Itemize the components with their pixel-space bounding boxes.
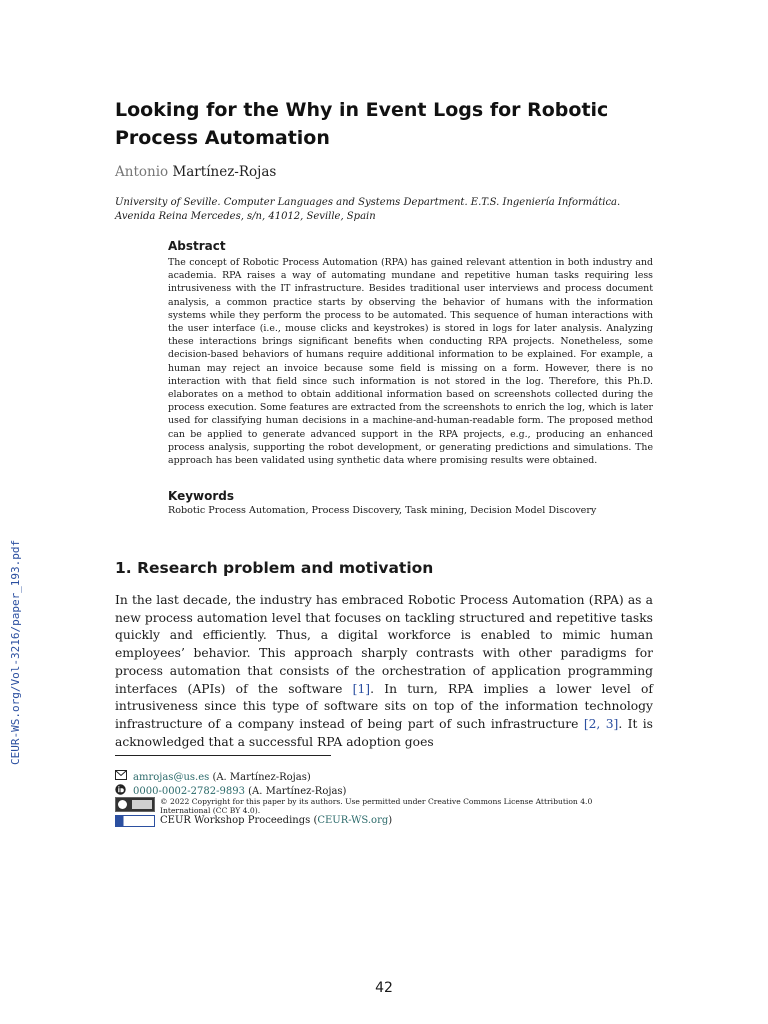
page-number: 42 [375,980,393,996]
section-title: Research problem and motivation [137,559,434,577]
affiliation: University of Seville. Computer Languages and Systems Department. E.T.S. Ingeniería Informática. Avenida Reina Mercedes, s/n, 41012, Seville, Spain [115,197,621,222]
ceur-paren-close: ) [388,815,393,826]
abstract-text: The concept of Robotic Process Automation (RPA) has gained relevant attention in both industry and academia. RPA raises a way of automating mundane and repetitive human tasks requiring less intrusiveness with the IT infrastructure. Besides traditional user interviews and process document analysis, a common practice starts by observing the behavior of humans with the information systems while they perform the process to be automated. This sequence of human interactions with the user interface (i.e., mouse clicks and keystrokes) is stored in logs for later analysis. Analyzing these interactions brings significant benefits when conducting RPA projects. Nonetheless, some decision-based behaviors of humans require additional information to be explained. For example, a human may reject an invoice because some field is missing on a form. However, there is no interaction with that field since such information is not stored in the log. Therefore, this Ph.D. elaborates on a method to obtain additional information based on screenshots collected during the process execution. Some features are extracted from the screenshots to enrich the log, which is later used for classifying human decisions in a machine-and-human-readable form. The proposed method can be applied to generate advanced support in the RPA projects, e.g., producing an enhanced process analysis, supporting the robot development, or generating predictions and simulations. The approach has been validated using synthetic data where promising results were obtained. [168,257,653,467]
body-text-2: . In turn, RPA implies a lower level of intrusiveness since this type of software sits on top of the information technology infrastructure of a company instead of being part of such infrastructure [115,681,653,731]
footnote-rule [115,755,331,756]
orcid-owner: (A. Martínez-Rojas) [248,786,347,797]
citation-link[interactable]: [1] [352,681,371,696]
footnote-license [115,797,630,815]
footnote-email [115,770,311,784]
keywords-heading: Keywords [168,489,235,503]
ceur-link[interactable]: CEUR-WS.org [317,815,389,826]
license-text: © 2022 Copyright for this paper by its authors. Use permitted under Creative Commons License Attribution 4.0 International (CC BY 4.0). [160,797,593,815]
ceur-paren-open: ( [313,815,318,826]
orcid-link[interactable]: 0000-0002-2782-9893 [133,786,245,797]
section-heading [115,559,433,577]
email-owner: (A. Martínez-Rojas) [212,771,311,783]
ceur-logo [115,815,155,827]
footnote-ceur [115,814,392,827]
author-given-name: Antonio [115,164,169,180]
citation-link[interactable]: [2, 3] [583,716,619,731]
section-number: 1. [115,559,132,577]
body-text-1: In the last decade, the industry has embraced Robotic Process Automation (RPA) as a new process automation level that focuses on tackling structured and repetitive tasks quickly and efficiently. Thus, a digital workforce is enabled to mimic human employees’ behavior. This approach sharply contrasts with other paradigms for process automation that consists of the orchestration of application programming interfaces (APIs) of the software [115,593,653,696]
body-text-3: . It is acknowledged that a successful RPA adoption goes [115,716,653,749]
side-url[interactable] [10,520,26,765]
ceur-text: CEUR Workshop Proceedings [160,815,311,826]
paper-title: Looking for the Why in Event Logs for Robotic Process Automation [115,99,609,149]
email-link[interactable]: amrojas@us.es [133,771,210,783]
side-url-text[interactable]: CEUR-WS.org/Vol-3216/paper_193.pdf [9,539,22,765]
author-family-name: Martínez-Rojas [172,164,277,180]
body-paragraph [115,592,653,751]
envelope-icon [115,770,129,784]
author [115,164,276,180]
abstract-heading: Abstract [168,239,226,253]
cc-by-badge [115,797,155,812]
keywords-text: Robotic Process Automation, Process Discovery, Task mining, Decision Model Discovery [168,505,597,516]
